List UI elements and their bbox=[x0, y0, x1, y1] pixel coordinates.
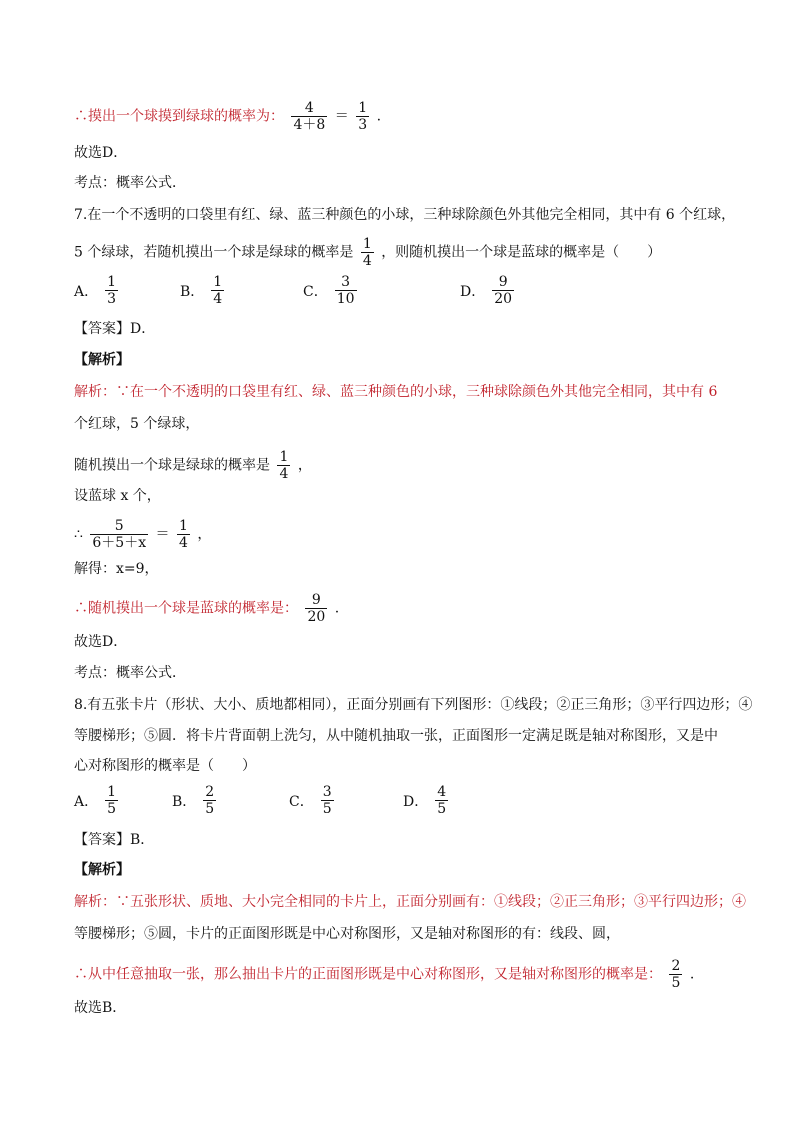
fraction-numerator: 1 bbox=[107, 274, 117, 290]
fraction-denominator: 5 bbox=[671, 975, 681, 992]
q7-option-d bbox=[460, 274, 517, 307]
q8-analysis-heading: 【解析】 bbox=[74, 862, 130, 878]
fraction-denominator: 20 bbox=[494, 291, 513, 308]
q7-option-a bbox=[74, 274, 121, 307]
fraction-numerator: 2 bbox=[205, 784, 215, 800]
q8-stem-line-2: 等腰梯形；⑤圆．将卡片背面朝上洗匀，从中随机抽取一张，正面图形一定满足既是轴对称图形，又是中 bbox=[74, 728, 718, 744]
q7-answer: 【答案】D． bbox=[74, 321, 156, 337]
fraction-denominator: 4＋8 bbox=[293, 117, 326, 134]
fraction-numerator: 4 bbox=[437, 784, 447, 800]
fraction-numerator: 9 bbox=[311, 592, 321, 608]
option-label: D． bbox=[460, 283, 486, 300]
q7-stem-line-2 bbox=[74, 236, 661, 269]
equation-fraction-left bbox=[90, 518, 148, 551]
q7-solution-line-1: 解析：∵在一个不透明的口袋里有红、绿、蓝三种颜色的小球，三种球除颜色外其他完全相同，其中有 6 bbox=[74, 384, 718, 400]
q7-solution-result bbox=[74, 592, 339, 625]
solution-text: ∴随机摸出一个球是蓝球的概率是： bbox=[74, 600, 298, 617]
q7-stem-text-b: ，则随机摸出一个球是蓝球的概率是（ ） bbox=[381, 244, 662, 261]
option-label: D． bbox=[403, 793, 429, 810]
solution-fraction bbox=[669, 958, 682, 991]
fraction-denominator: 5 bbox=[205, 801, 215, 818]
q7-option-c bbox=[303, 274, 360, 307]
fraction-numerator: 1 bbox=[279, 449, 289, 465]
q8-solution-line-1: 解析：∵五张形状、质地、大小完全相同的卡片上，正面分别画有：①线段；②正三角形；③平行四边形；④ bbox=[74, 894, 746, 910]
fraction-numerator: 1 bbox=[213, 274, 223, 290]
q8-option-d bbox=[403, 784, 451, 817]
q7-point: 考点：概率公式． bbox=[74, 665, 186, 681]
fraction-numerator: 9 bbox=[498, 274, 508, 290]
equation-fraction-right bbox=[177, 518, 190, 551]
equals-sign: ＝ bbox=[334, 108, 349, 125]
fraction-denominator: 4 bbox=[362, 253, 372, 270]
q7-solution-line-6: 解得：x=9， bbox=[74, 561, 159, 577]
option-label: B． bbox=[172, 793, 197, 810]
fraction-numerator: 4 bbox=[304, 100, 314, 116]
option-label: A． bbox=[74, 793, 99, 810]
solution-text: 随机摸出一个球是绿球的概率是 bbox=[74, 457, 270, 474]
q7-stem-line-1: 7.在一个不透明的口袋里有红、绿、蓝三种颜色的小球，三种球除颜色外其他完全相同，其中有 6 个红球， bbox=[74, 207, 736, 223]
solution-fraction bbox=[277, 449, 290, 482]
prev-fraction-2 bbox=[356, 100, 369, 133]
fraction-denominator: 3 bbox=[107, 291, 117, 308]
prev-point: 考点：概率公式． bbox=[74, 175, 186, 191]
fraction-numerator: 1 bbox=[358, 100, 368, 116]
fraction-numerator: 1 bbox=[179, 518, 188, 534]
q8-option-b bbox=[172, 784, 219, 817]
fraction-denominator: 10 bbox=[336, 291, 355, 308]
period: . bbox=[376, 108, 382, 125]
q8-solution-line-2: 等腰梯形；⑤圆，卡片的正面图形既是中心对称图形，又是轴对称图形的有：线段、圆， bbox=[74, 926, 620, 942]
fraction-denominator: 5 bbox=[322, 801, 332, 818]
fraction-numerator: 1 bbox=[107, 784, 117, 800]
option-label: B． bbox=[180, 283, 205, 300]
q8-option-a bbox=[74, 784, 121, 817]
q7-solution-line-2: 个红球，5 个绿球， bbox=[74, 416, 200, 432]
option-fraction bbox=[203, 784, 216, 817]
fraction-denominator: 3 bbox=[358, 117, 368, 134]
period: . bbox=[334, 600, 340, 617]
q7-choice: 故选D． bbox=[74, 634, 128, 650]
option-fraction bbox=[492, 274, 514, 307]
fraction-numerator: 2 bbox=[671, 958, 681, 974]
q8-stem-line-1: 8.有五张卡片（形状、大小、质地都相同），正面分别画有下列图形：①线段；②正三角形；③平行四边形；④ bbox=[74, 697, 753, 713]
q8-solution-result bbox=[74, 958, 694, 991]
option-fraction bbox=[211, 274, 224, 307]
q7-solution-line-3 bbox=[74, 449, 312, 482]
fraction-numerator: 3 bbox=[341, 274, 351, 290]
period: . bbox=[689, 966, 695, 983]
q7-solution-equation bbox=[74, 518, 211, 551]
option-label: C． bbox=[303, 283, 328, 300]
fraction-denominator: 4 bbox=[179, 535, 188, 552]
option-label: A． bbox=[74, 283, 99, 300]
q8-stem-line-3: 心对称图形的概率是（ ） bbox=[74, 758, 256, 774]
prev-result-text: ∴摸出一个球摸到绿球的概率为： bbox=[74, 108, 284, 125]
fraction-denominator: 4 bbox=[213, 291, 223, 308]
prev-result-line bbox=[74, 100, 381, 133]
q8-choice: 故选B． bbox=[74, 1000, 127, 1016]
therefore-symbol: ∴ bbox=[74, 526, 83, 543]
q8-option-c bbox=[289, 784, 337, 817]
option-fraction bbox=[105, 274, 118, 307]
solution-text: ， bbox=[197, 526, 212, 543]
fraction-numerator: 1 bbox=[362, 236, 372, 252]
option-fraction bbox=[435, 784, 448, 817]
fraction-denominator: 5 bbox=[107, 801, 117, 818]
solution-text: ∴从中任意抽取一张，那么抽出卡片的正面图形既是中心对称图形，又是轴对称图形的概率是： bbox=[74, 966, 662, 983]
option-fraction bbox=[105, 784, 118, 817]
q7-stem-fraction bbox=[361, 236, 374, 269]
prev-fraction-1 bbox=[291, 100, 327, 133]
prev-choice: 故选D． bbox=[74, 145, 128, 161]
option-label: C． bbox=[289, 793, 314, 810]
q8-answer: 【答案】B． bbox=[74, 832, 155, 848]
fraction-denominator: 5 bbox=[437, 801, 447, 818]
solution-fraction bbox=[305, 592, 327, 625]
q7-analysis-heading: 【解析】 bbox=[74, 352, 130, 368]
fraction-denominator: 4 bbox=[279, 466, 289, 483]
fraction-numerator: 3 bbox=[322, 784, 332, 800]
option-fraction bbox=[321, 784, 334, 817]
fraction-denominator: 6＋5＋x bbox=[92, 535, 147, 552]
q7-solution-line-4: 设蓝球 x 个， bbox=[74, 488, 161, 504]
fraction-numerator: 5 bbox=[114, 518, 124, 534]
fraction-denominator: 20 bbox=[307, 609, 326, 626]
option-fraction bbox=[335, 274, 357, 307]
solution-text: ， bbox=[297, 457, 312, 474]
q7-option-b bbox=[180, 274, 227, 307]
equals-sign: ＝ bbox=[155, 526, 170, 543]
q7-stem-text-a: 5 个绿球，若随机摸出一个球是绿球的概率是 bbox=[74, 244, 354, 261]
